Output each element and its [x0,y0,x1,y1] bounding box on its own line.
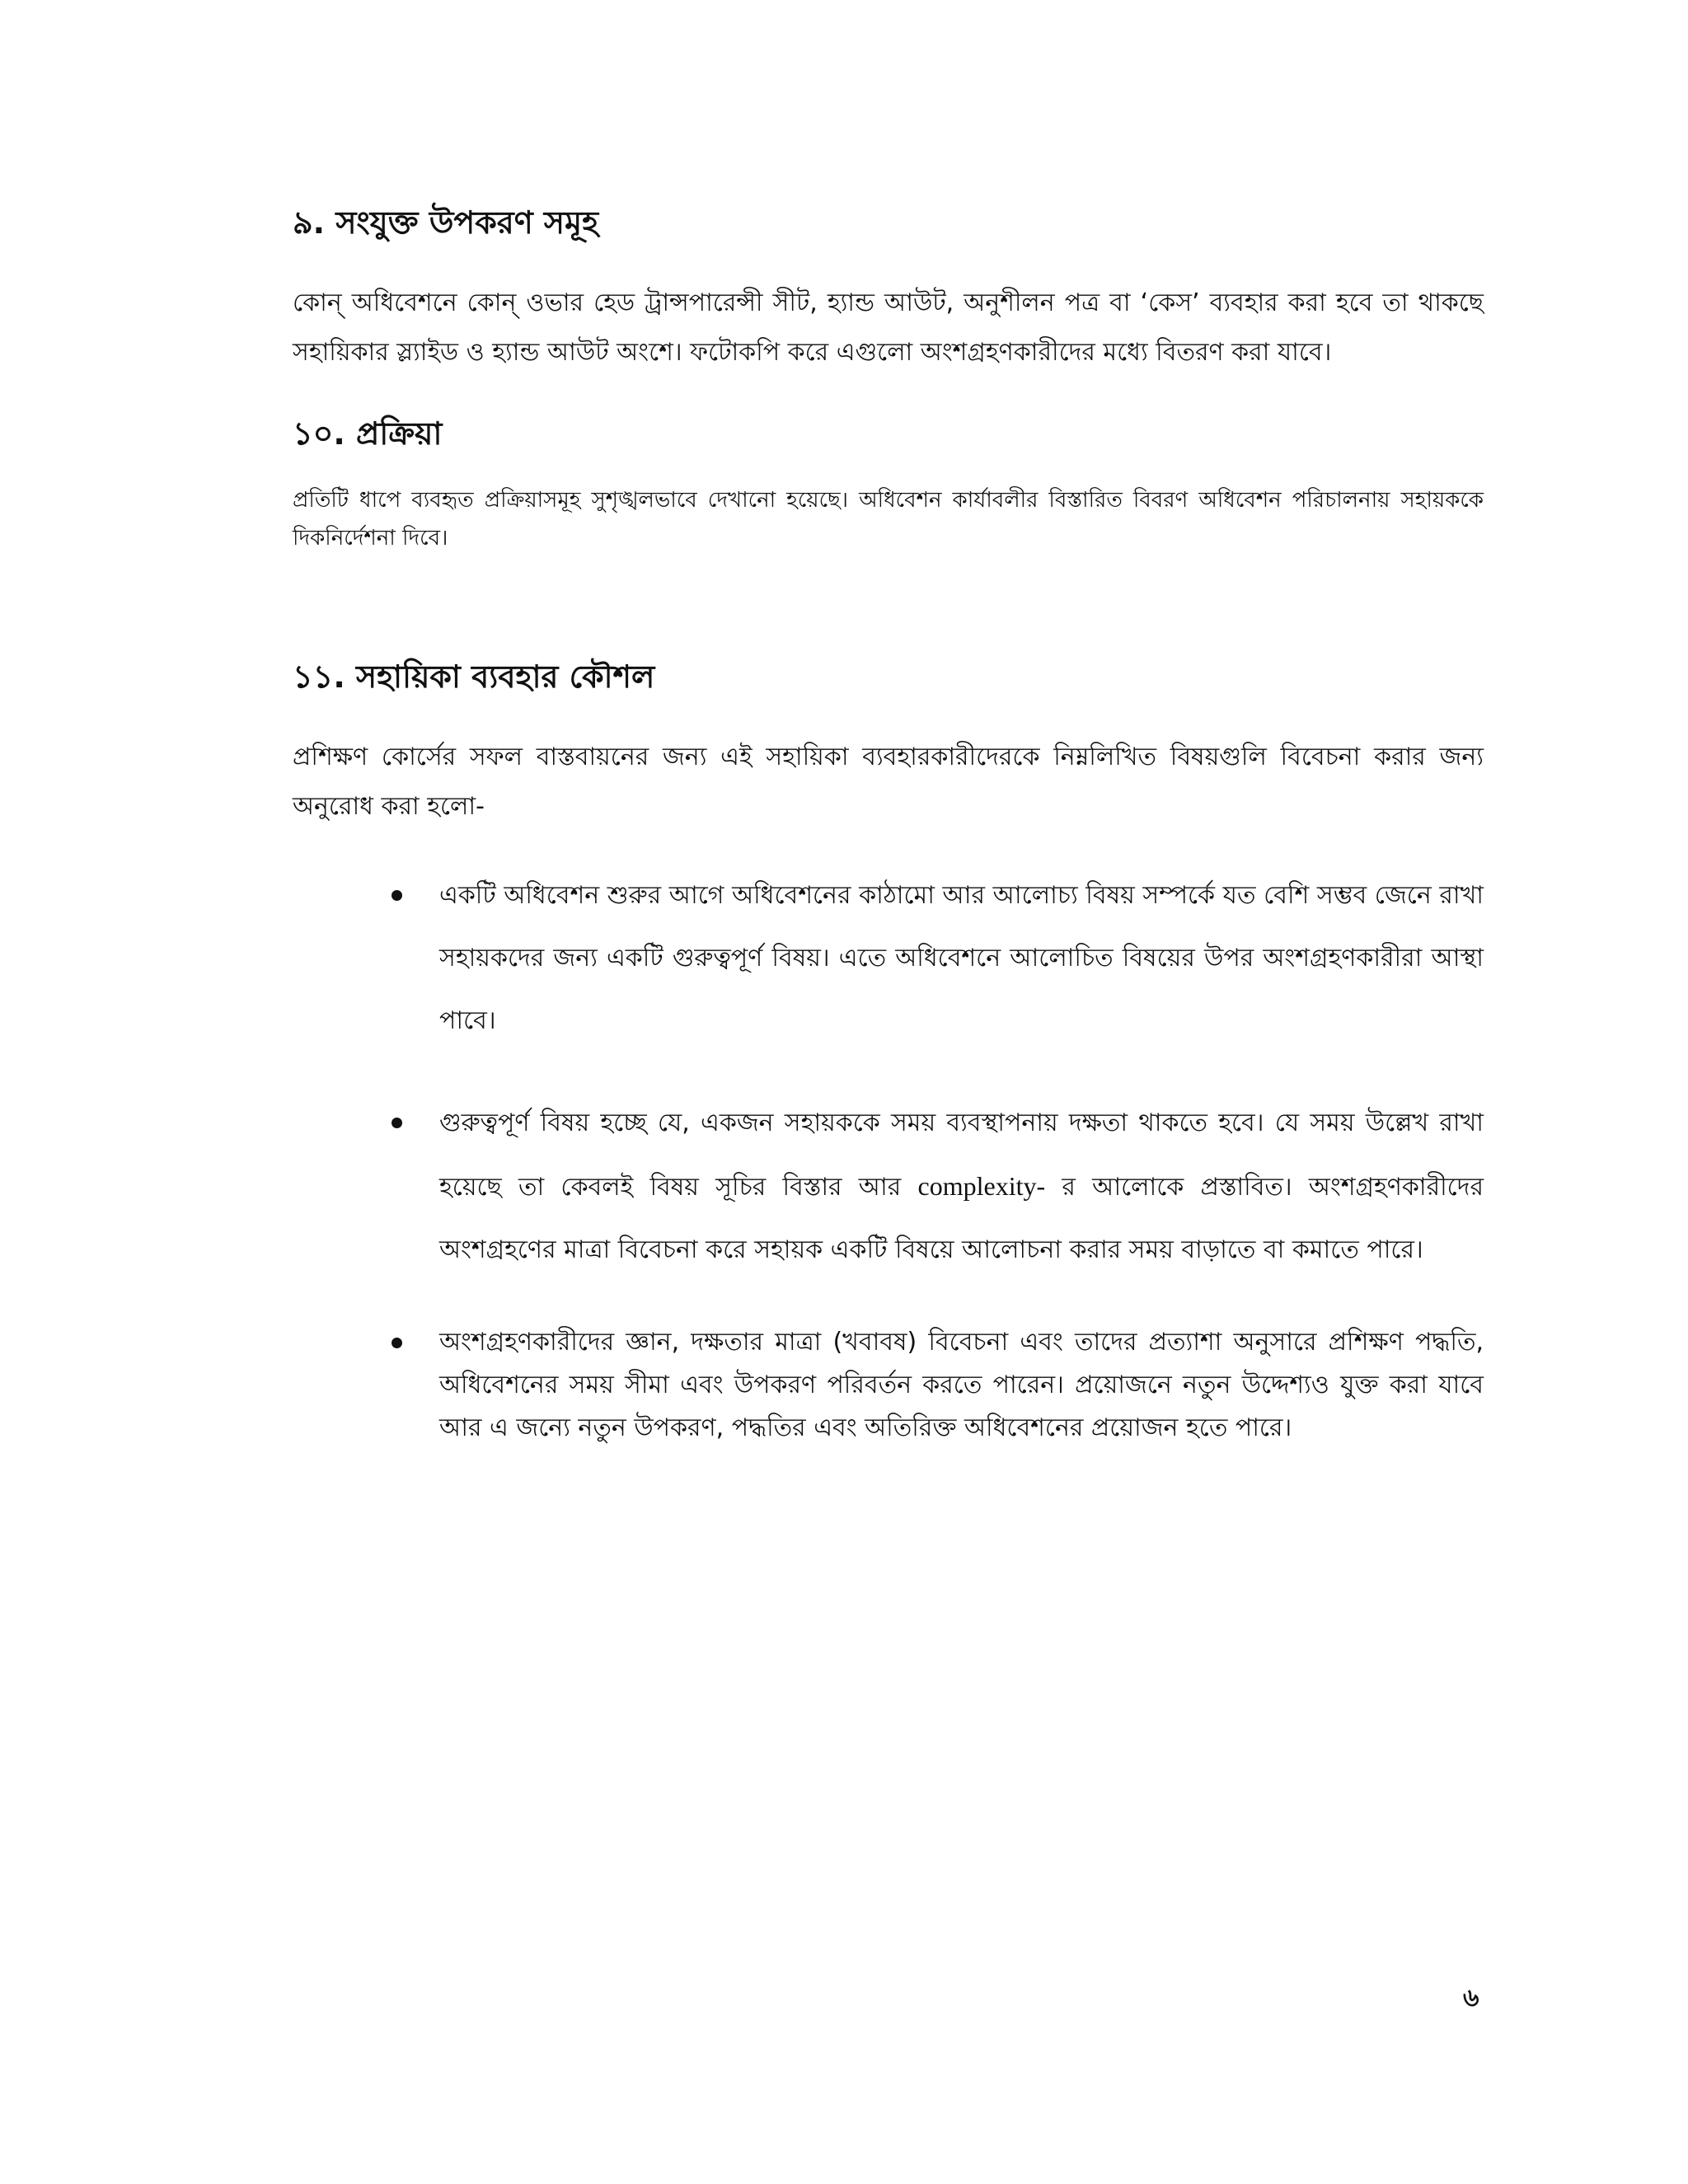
bullet-text: একটি অধিবেশন শুরুর আগে অধিবেশনের কাঠামো আর আলোচ্য বিষয় সম্পর্কে যত বেশি সম্ভব জেনে রাখা সহায়কদের জন্য একটি গুরুত্বপূর্ণ বিষয়। এতে অধিবেশনে আলোচিত বিষয়ের উপর অংশগ্রহণকারীরা আস্থা পাবে। [439,881,1484,1035]
bullet-dot-icon [392,1338,402,1348]
bullet-item [293,865,1484,1052]
bullet-text-part: গুরুত্বপূর্ণ বিষয় হচ্ছে যে, একজন সহায়ককে সময় ব্যবস্থাপনায় দক্ষতা থাকতে হবে। যে সময় উল্লেখ রাখা হয়েছে তা কেবলই বিষয় সূচির বিস্তার আর [439,1108,1484,1202]
page-number: ৬ [1463,1984,1479,2013]
section-11-intro: প্রশিক্ষণ কোর্সের সফল বাস্তবায়নের জন্য এই সহায়িকা ব্যবহারকারীদেরকে নিম্নলিখিত বিষয়গুলি বিবেচনা করার জন্য অনুরোধ করা হলো- [293,743,1484,821]
bullet-dot-icon [392,890,402,901]
bullet-text: অংশগ্রহণকারীদের জ্ঞান, দক্ষতার মাত্রা (খবাবষ) বিবেচনা এবং তাদের প্রত্যাশা অনুসারে প্রশিক্ষণ পদ্ধতি, অধিবেশনের সময় সীমা এবং উপকরণ পরিবর্তন করতে পারেন। প্রয়োজনে নতুন উদ্দেশ্যও যুক্ত করা যাবে আর এ জন্যে নতুন উপকরণ, পদ্ধতির এবং অতিরিক্ত অধিবেশনের প্রয়োজন হতে পারে। [439,1328,1484,1442]
section-9-paragraph: কোন্ অধিবেশনে কোন্ ওভার হেড ট্রান্সপারেন্সী সীট, হ্যান্ড আউট, অনুশীলন পত্র বা ‘কেস’ ব্যবহার করা হবে তা থাকছে সহায়িকার স্ল্যাইড ও হ্যান্ড আউট অংশে। ফটোকপি করে এগুলো অংশগ্রহণকারীদের মধ্যে বিতরণ করা যাবে। [293,288,1484,367]
section-11-bullet-list [293,865,1484,1450]
page-content [293,198,1484,1489]
section-10-heading: ১০. প্রক্রিয়া [293,415,443,452]
bullet-latin-word: complexity- [917,1171,1046,1201]
bullet-item [293,1092,1484,1282]
bullet-dot-icon [392,1118,402,1128]
section-9-heading: ৯. সংযুক্ত উপকরণ সমূহ [293,204,599,241]
section-10-paragraph: প্রতিটি ধাপে ব্যবহৃত প্রক্রিয়াসমূহ সুশৃঙ্খলভাবে দেখানো হয়েছে। অধিবেশন কার্যাবলীর বিস্তারিত বিবরণ অধিবেশন পরিচালনায় সহায়ককে দিকনির্দেশনা দিবে। [293,488,1484,551]
bullet-item [293,1321,1484,1450]
bullet-text-part: র আলোকে প্রস্তাবিত। অংশগ্রহণকারীদের অংশগ্রহণের মাত্রা বিবেচনা করে সহায়ক একটি বিষয়ে আলোচনা করার সময় বাড়াতে বা কমাতে পারে। [439,1173,1484,1264]
section-11-heading: ১১. সহায়িকা ব্যবহার কৌশল [293,658,655,695]
bullet-text [439,1092,1484,1282]
